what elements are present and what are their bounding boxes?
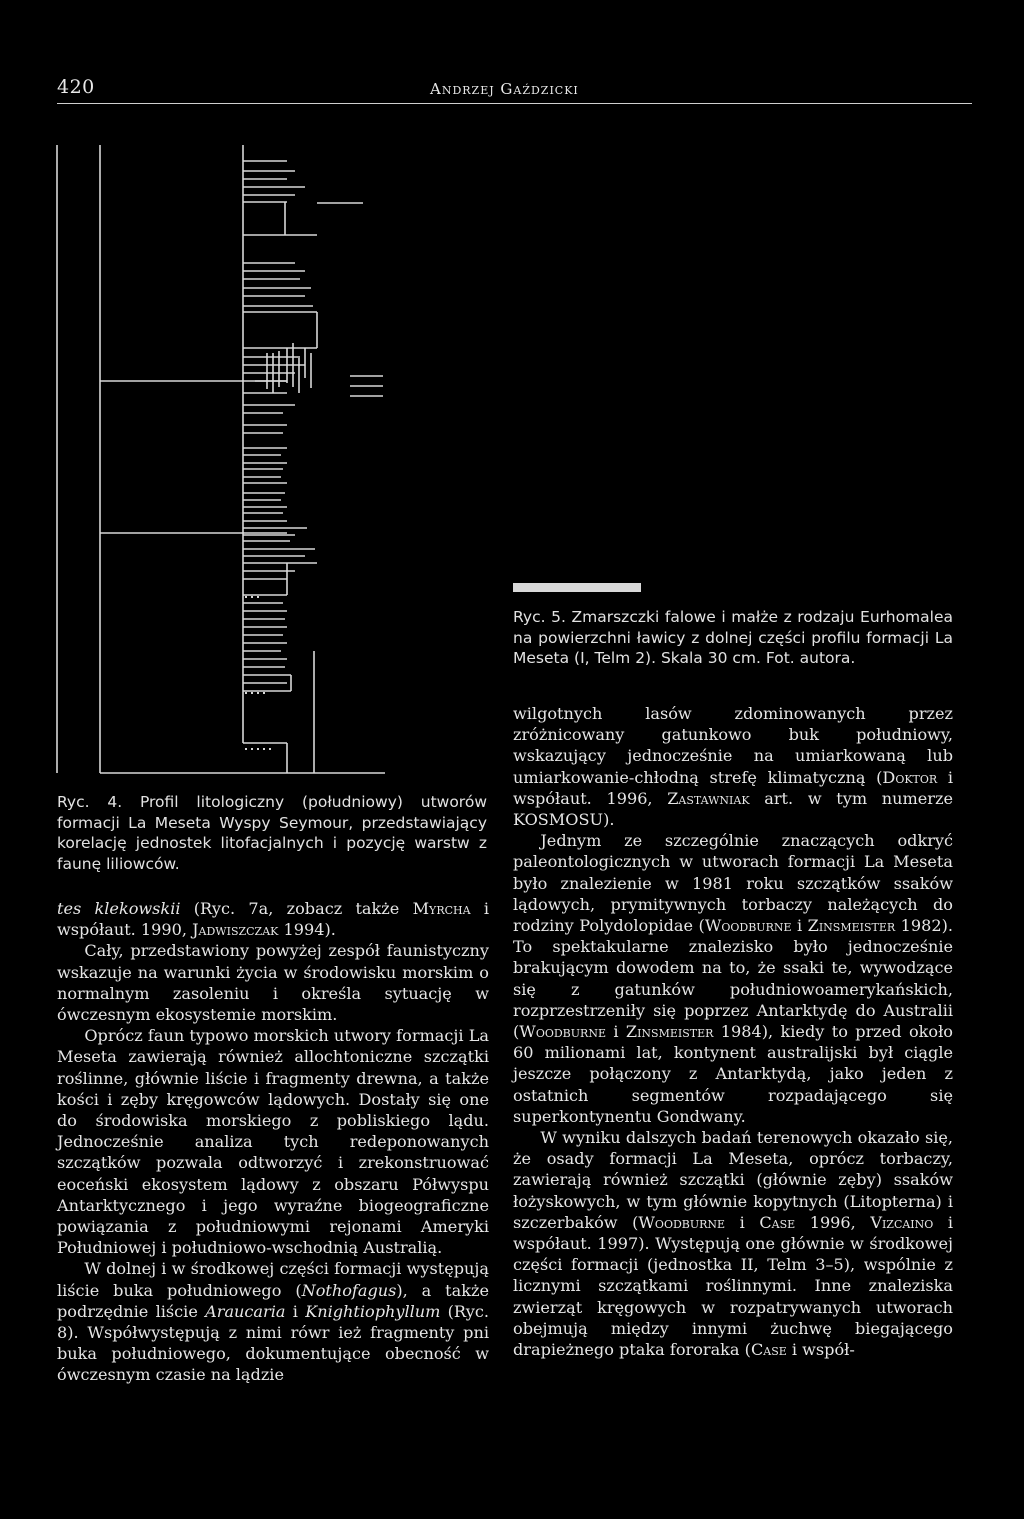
text-run: 1982). To spektakularne znalezisko było jednocześnie brakującym dowodem na to, że ssaki te, wywodzące się z gatunków południowoamerykańskich, rozprzestrzeniły się poprzez Antarktydę do Australii ( [513,916,954,1042]
paragraph [513,830,953,1127]
citation-author: Jadwiszczak [192,920,279,940]
citation-author: Woodburne [638,1212,726,1232]
paragraph [513,703,953,830]
right-text-column [513,703,953,1360]
lithological-profile-figure [55,143,395,783]
text-run: (Ryc. 7a, zobacz także [180,899,413,918]
text-run: i współaut. 1990, [57,899,489,940]
citation-author: Zinsmeister [807,916,896,936]
text-run: i [285,1301,306,1321]
paragraph [57,898,489,940]
text-run: W dolnej i w środkowej części formacji występują liście buka południowego ( [57,1259,489,1300]
citation-author: Doktor [882,767,938,787]
citation-author: Case [759,1212,796,1232]
text-run: i współaut. 1996, [513,767,953,808]
paragraph: Oprócz faun typowo morskich utwory formacji La Meseta zawierają również allochtoniczne szczątki roślinne, głównie liście i fragmenty drewna, a także kości i zęby kręgowców lądowych. Dostały się one do środowiska morskiego z pobliskiego lądu. Jednocześnie analiza tych redeponowanych szczątków pozwala odtworzyć i zrekonstruować eoceński ekosystem lądowy z obszaru Półwyspu Antarktycznego i jego wyraźne biogeograficzne powiązania z południowymi rejonami Ameryki Południowej i południowo-wschodnią Australią. [57,1026,489,1258]
text-run: ), a także podrzędnie liście [57,1280,489,1321]
paragraph [57,1258,489,1385]
figure-5-scale-bar [513,583,641,592]
paragraph [513,1127,953,1360]
citation-author: Zinsmeister [625,1022,714,1042]
text-run: i [605,1022,626,1042]
text-run: Jednym ze szczególnie znaczących odkryć paleontologicznych w utworach formacji La Meseta było znalezienie w 1981 roku szczątków ssaków lądowych, prymitywnych torbaczy należących do rodziny Polydolopidae ( [513,831,953,936]
text-run: (Ryc. 8). Współwystępują z nimi rówr ież fragmenty pni buka południowego, dokumentujące obecność w ówczesnym czasie na lądzie [57,1301,489,1385]
citation-author: Woodburne [519,1022,606,1042]
paragraph: Cały, przedstawiony powyżej zespół faunistyczny wskazuje na warunki życia w środowisku morskim o normalnym zasoleniu i określa sytuację w ówczesnym ekosystemie morskim. [57,941,489,1025]
page-number: 420 [57,76,95,98]
text-run: 1996, [795,1212,871,1232]
text-run: i [791,916,808,936]
taxon-name: Araucaria [205,1301,286,1321]
running-head-author: Andrzej Gaździcki [430,80,579,98]
text-run: i współ- [786,1340,855,1360]
header-rule [57,103,972,104]
text-run: wilgotnych lasów zdominowanych przez zróżnicowany gatunkowo buk południowy, wskazujący jednocześnie na umiarkowaną lub umiarkowanie-chłodną strefę klimatyczną ( [513,704,953,787]
text-run: 1994). [278,920,336,940]
text-run: i [725,1212,760,1232]
citation-author: Woodburne [704,916,792,936]
text-run: 1984), kiedy to przed około 60 milionami lat, kontynent australijski był ciągle jeszcze połączony z Antarktydą, jako jeden z ostatnich segmentów rozpadającego się superkontynentu Gondwany. [513,1022,953,1126]
taxon-name: tes klekowskii [57,899,181,918]
figure-4-caption: Ryc. 4. Profil litologiczny (południowy) utworów formacji La Meseta Wyspy Seymour, przedstawiający korelację jednostek litofacjalnych i pozycję warstw z faunę liliowców. [57,793,487,873]
left-text-column [57,898,489,1386]
figure-5-caption: Ryc. 5. Zmarszczki falowe i małże z rodzaju Eurhomalea na powierzchni ławicy z dolnej części profilu formacji La Meseta (I, Telm 2). Skala 30 cm. Fot. autora. [513,608,953,667]
taxon-name: Nothofagus [301,1280,397,1300]
text-run: W wyniku dalszych badań terenowych okazało się, że osady formacji La Meseta, oprócz torbaczy, zawierają również szczątki (głównie zęby) ssaków łożyskowych, w tym głównie kopytnych (Litopterna) i szczerbaków ( [513,1128,953,1232]
citation-author: Zastawniak [667,788,750,808]
text-run: i współaut. 1997). Występują one głównie w środkowej części formacji (jednostka II, Telm 3–5), wspólnie z licznymi szczątkami roślinnymi. Inne znaleziska zwierząt kręgowych w rozpatrywanych utworach obejmują między innymi żuchwę biegającego drapieżnego ptaka fororaka ( [513,1212,953,1360]
citation-author: Vizcaino [870,1212,934,1232]
citation-author: Myrcha [412,899,471,918]
text-run: art. w tym numerze KOSMOSU). [513,788,953,830]
citation-author: Case [750,1340,787,1360]
taxon-name: Knightiophyllum [305,1301,441,1321]
